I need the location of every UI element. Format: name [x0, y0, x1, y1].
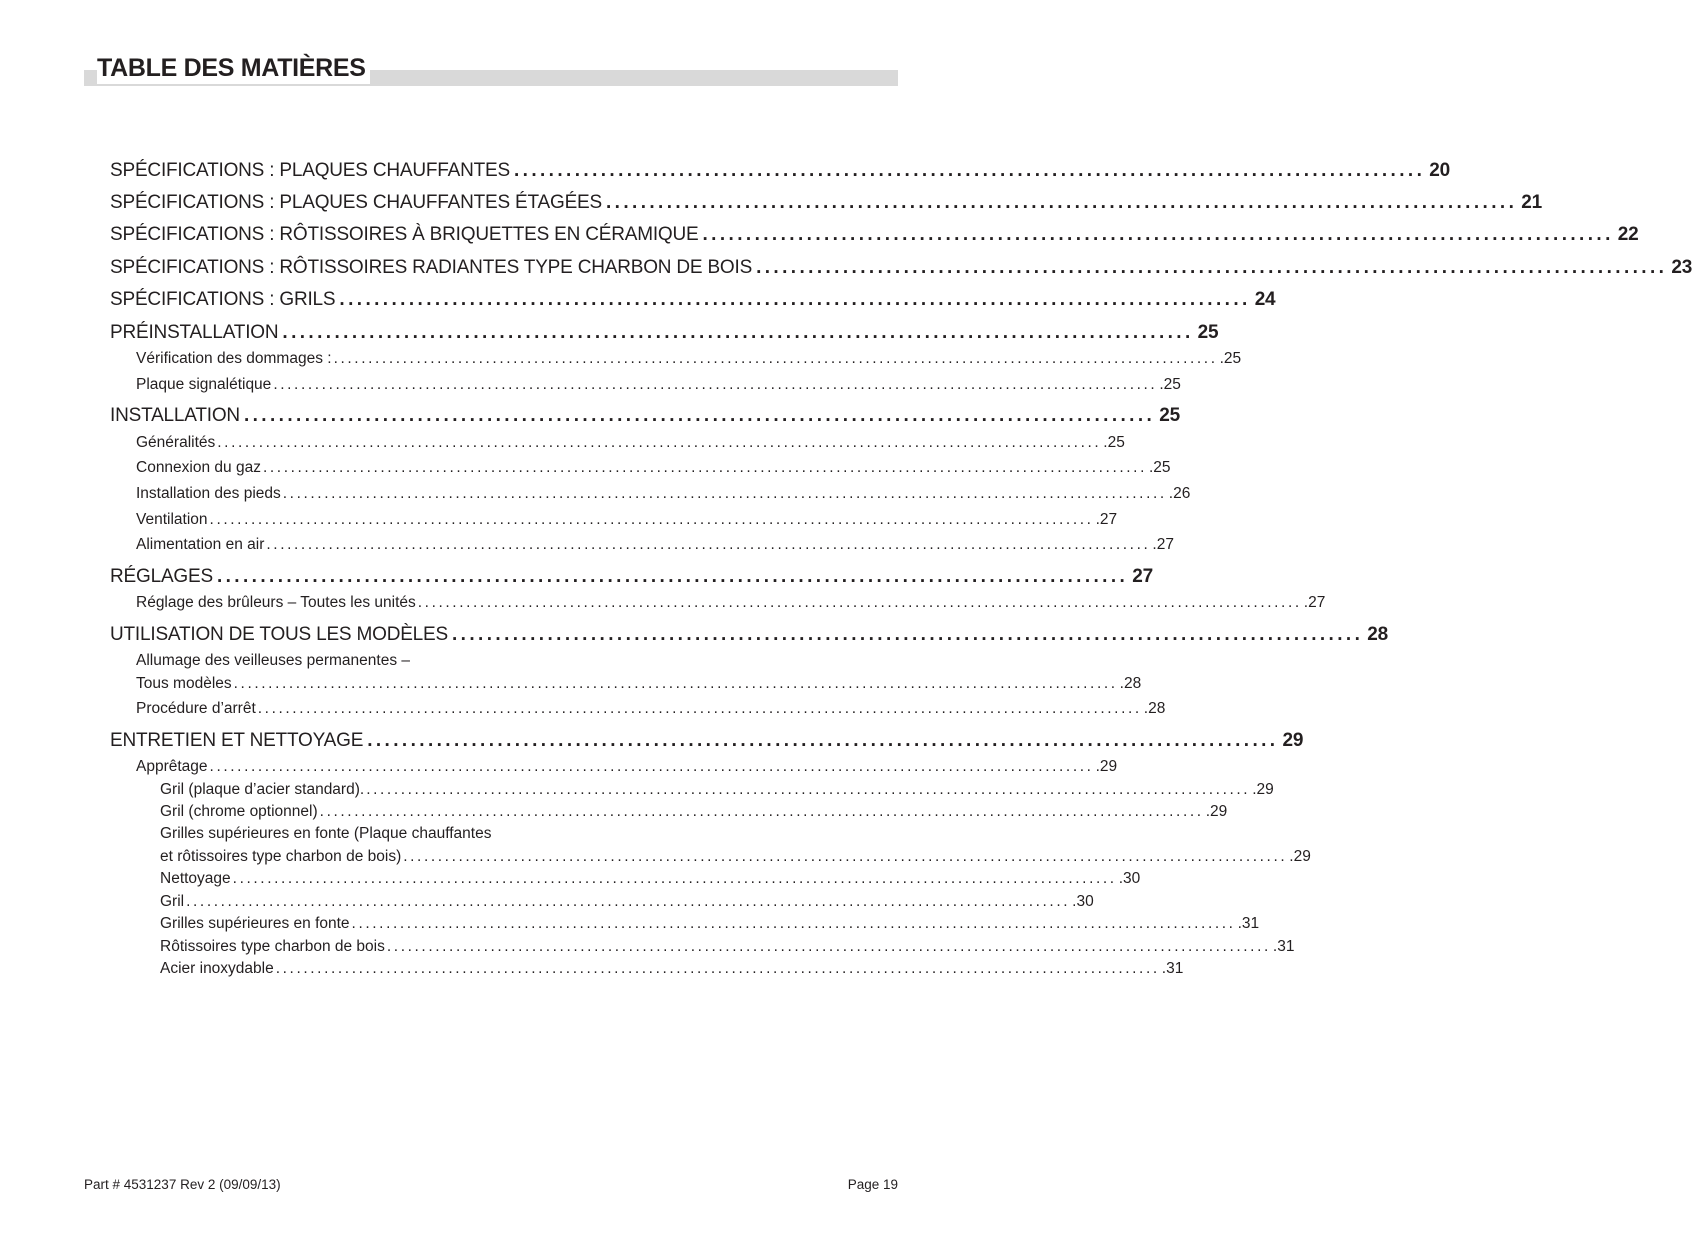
toc-page-number: 21: [1521, 192, 1542, 213]
dot-leader: ................................................................................................................................: [257, 700, 1142, 717]
toc-item-verification-dommages[interactable]: [136, 350, 1242, 368]
toc-label: Vérification des dommages :: [136, 350, 332, 367]
toc-page-number: .27: [1152, 536, 1174, 553]
toc-item-procedure-arret[interactable]: [136, 700, 1166, 718]
toc-page-number: 28: [1367, 624, 1389, 645]
toc-section-entretien[interactable]: [110, 730, 1304, 752]
toc-label: Installation des pieds: [136, 485, 281, 502]
toc-subitem-gril-chrome[interactable]: [160, 803, 1228, 821]
toc-section-grils[interactable]: [110, 289, 1276, 311]
toc-label: UTILISATION DE TOUS LES MODÈLES: [110, 624, 448, 645]
toc-label: Acier inoxydable: [160, 960, 274, 977]
dot-leader: ................................................................................................................................: [209, 758, 1094, 775]
toc-label: Grilles supérieures en fonte (Plaque chauffantes: [160, 825, 492, 842]
dot-leader: ................................................................................................................................: [275, 960, 1160, 977]
toc-subitem-acier-inoxydable[interactable]: [160, 960, 1184, 978]
dot-leader: ................................................................................................................................: [233, 675, 1118, 692]
dot-leader: ................................................................................................................................: [273, 376, 1158, 393]
toc-label: SPÉCIFICATIONS : RÔTISSOIRES À BRIQUETTES EN CÉRAMIQUE: [110, 224, 699, 245]
dot-leader: ................................................................................................................................: [266, 536, 1151, 553]
toc-subitem-grilles-fonte-line2[interactable]: [160, 848, 1311, 866]
toc-label: Gril: [160, 893, 185, 910]
toc-page-number: .30: [1118, 870, 1141, 887]
toc-subitem-grilles-fonte-line1[interactable]: [160, 825, 836, 843]
toc-page-number: .26: [1168, 485, 1191, 502]
dot-leader: .........................................................................................................: [243, 405, 1156, 426]
toc-label: Procédure d’arrêt: [136, 700, 256, 717]
toc-label: INSTALLATION: [110, 405, 240, 426]
dot-leader: .........................................................................................................: [605, 192, 1518, 213]
toc-page-number: 25: [1197, 322, 1219, 343]
dot-leader: .........................................................................................................: [216, 566, 1129, 587]
toc-label: Apprêtage: [136, 758, 208, 775]
toc-page-number: .25: [1149, 459, 1171, 476]
dot-leader: .........................................................................................................: [282, 322, 1194, 343]
dot-leader: ................................................................................................................................: [333, 350, 1218, 367]
dot-leader: .........................................................................................................: [367, 730, 1279, 751]
toc-item-ventilation[interactable]: [136, 511, 1118, 529]
toc-item-installation-pieds[interactable]: [136, 485, 1191, 503]
toc-item-appretage[interactable]: [136, 758, 1118, 776]
toc-section-utilisation[interactable]: [110, 624, 1389, 646]
toc-section-reglages[interactable]: [110, 566, 1153, 588]
dot-leader: ................................................................................................................................: [386, 938, 1271, 955]
toc-section-rotissoires-briquettes[interactable]: [110, 224, 1639, 246]
toc-subitem-gril[interactable]: [160, 893, 1094, 911]
toc-page-number: .29: [1252, 781, 1274, 798]
toc-item-generalites[interactable]: [136, 434, 1125, 452]
toc-page-number: .29: [1205, 803, 1228, 820]
toc-page-number: .28: [1143, 700, 1166, 717]
toc-label: SPÉCIFICATIONS : PLAQUES CHAUFFANTES ÉTAGÉES: [110, 192, 602, 213]
toc-label: SPÉCIFICATIONS : PLAQUES CHAUFFANTES: [110, 160, 510, 181]
toc-page-number: .30: [1072, 893, 1094, 910]
toc-label: ENTRETIEN ET NETTOYAGE: [110, 730, 364, 751]
toc-page-number: .31: [1161, 960, 1184, 977]
toc-label: Rôtissoires type charbon de bois: [160, 938, 385, 955]
dot-leader: .........................................................................................................: [702, 224, 1614, 245]
dot-leader: ................................................................................................................................: [217, 434, 1102, 451]
toc-page-number: .29: [1095, 758, 1118, 775]
toc-item-allumage-veilleuses[interactable]: [136, 652, 836, 670]
dot-leader: ................................................................................................................................: [403, 848, 1288, 865]
toc-page-number: 27: [1132, 566, 1153, 587]
toc-item-connexion-gaz[interactable]: [136, 459, 1171, 477]
toc-item-tous-modeles[interactable]: [136, 675, 1142, 693]
toc-label: Gril (chrome optionnel): [160, 803, 318, 820]
toc-label: SPÉCIFICATIONS : GRILS: [110, 289, 336, 310]
toc-page-number: 25: [1159, 405, 1180, 426]
toc-page-number: 20: [1429, 160, 1450, 181]
dot-leader: .........................................................................................................: [339, 289, 1251, 310]
dot-leader: ................................................................................................................................: [186, 893, 1071, 910]
toc-section-plaques-etagees[interactable]: [110, 192, 1542, 214]
toc-page-number: 23: [1671, 257, 1692, 278]
toc-label: RÉGLAGES: [110, 566, 213, 587]
footer-page-number: Page 19: [847, 1177, 898, 1192]
toc-page-number: .31: [1272, 938, 1295, 955]
dot-leader: ................................................................................................................................: [351, 915, 1236, 932]
dot-leader: ................................................................................................................................: [232, 870, 1117, 887]
toc-label: Grilles supérieures en fonte: [160, 915, 350, 932]
footer-part-number: Part # 4531237 Rev 2 (09/09/13): [84, 1177, 281, 1192]
toc-label: Connexion du gaz: [136, 459, 261, 476]
toc-subitem-gril-acier[interactable]: [160, 781, 1274, 799]
toc-label: Plaque signalétique: [136, 376, 272, 393]
toc-page-number: .25: [1219, 350, 1242, 367]
toc-page-number: .25: [1103, 434, 1125, 451]
dot-leader: ................................................................................................................................: [209, 511, 1094, 528]
toc-item-alimentation-air[interactable]: [136, 536, 1174, 554]
toc-section-installation[interactable]: [110, 405, 1180, 427]
toc-label: Alimentation en air: [136, 536, 265, 553]
dot-leader: ................................................................................................................................: [417, 594, 1302, 611]
toc-subitem-rotissoires-charbon[interactable]: [160, 938, 1295, 956]
toc-label: Tous modèles: [136, 675, 232, 692]
toc-section-rotissoires-radiantes[interactable]: [110, 257, 1692, 279]
toc-page-number: .27: [1095, 511, 1118, 528]
toc-item-reglage-bruleurs[interactable]: [136, 594, 1326, 612]
toc-page-number: .25: [1159, 376, 1181, 393]
toc-label: Ventilation: [136, 511, 208, 528]
dot-leader: ................................................................................................................................: [282, 485, 1167, 502]
dot-leader: .........................................................................................................: [452, 624, 1364, 645]
toc-label: Nettoyage: [160, 870, 231, 887]
toc-section-preinstallation[interactable]: [110, 322, 1219, 344]
dot-leader: ................................................................................................................................: [366, 781, 1251, 798]
toc-page-number: .28: [1119, 675, 1142, 692]
page-title: TABLE DES MATIÈRES: [97, 52, 370, 84]
toc-page-number: 22: [1617, 224, 1639, 245]
toc-section-plaques-chauffantes[interactable]: [110, 160, 1450, 182]
toc-label: PRÉINSTALLATION: [110, 322, 279, 343]
toc-label: Gril (plaque d’acier standard).: [160, 781, 365, 798]
dot-leader: .........................................................................................................: [513, 160, 1426, 181]
toc-item-plaque-signaletique[interactable]: [136, 376, 1181, 394]
toc-page-number: .31: [1237, 915, 1260, 932]
toc-subitem-nettoyage[interactable]: [160, 870, 1141, 888]
toc-subitem-grilles-superieures[interactable]: [160, 915, 1260, 933]
dot-leader: .........................................................................................................: [756, 257, 1668, 278]
toc-label: Généralités: [136, 434, 216, 451]
toc-label: et rôtissoires type charbon de bois): [160, 848, 402, 865]
toc-label: Réglage des brûleurs – Toutes les unités: [136, 594, 416, 611]
dot-leader: ................................................................................................................................: [319, 803, 1204, 820]
toc-page-number: .27: [1303, 594, 1326, 611]
toc-label: SPÉCIFICATIONS : RÔTISSOIRES RADIANTES TYPE CHARBON DE BOIS: [110, 257, 753, 278]
dot-leader: ................................................................................................................................: [262, 459, 1147, 476]
toc-label: Allumage des veilleuses permanentes –: [136, 652, 410, 669]
toc-page-number: 29: [1282, 730, 1304, 751]
toc-page-number: 24: [1254, 289, 1276, 310]
toc-page-number: .29: [1289, 848, 1311, 865]
